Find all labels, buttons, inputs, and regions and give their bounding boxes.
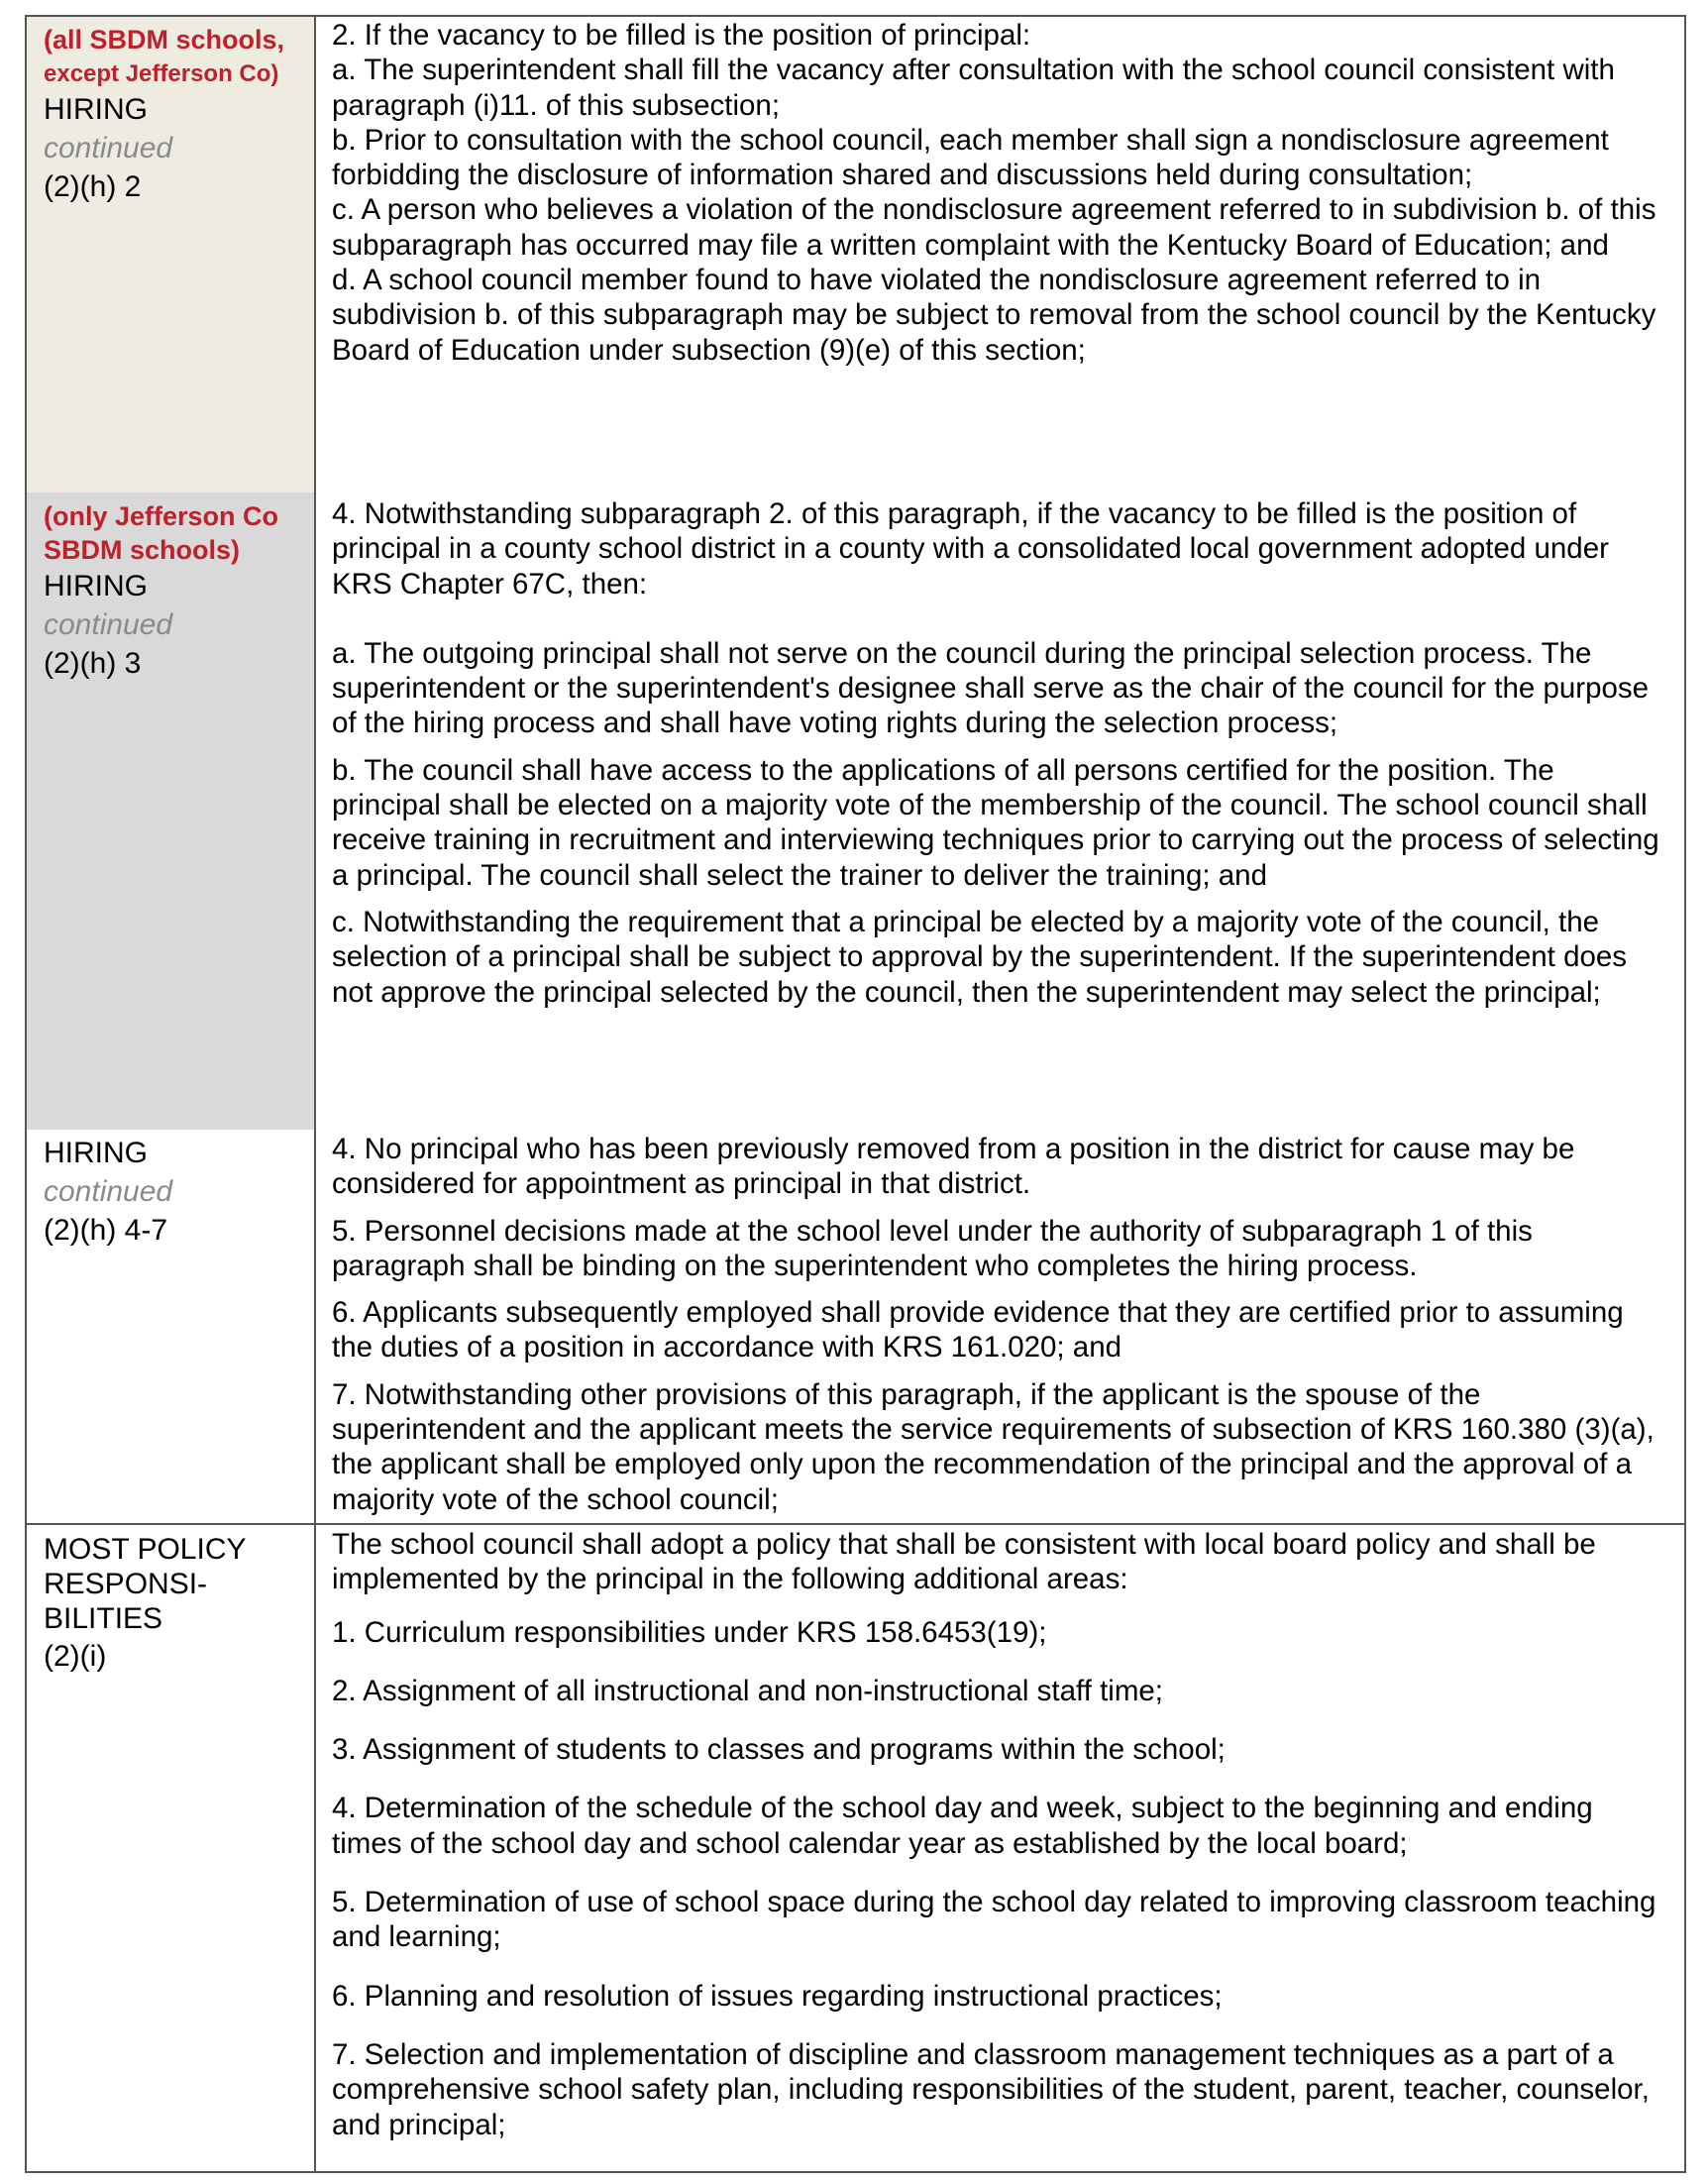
- row-content-cell: [316, 1130, 1684, 1523]
- continued-label: continued: [44, 1175, 173, 1208]
- qualifier-text: (all SBDM schools,: [44, 25, 285, 55]
- row-content-cell: [316, 17, 1684, 492]
- qualifier-text: except Jefferson Co): [44, 60, 279, 87]
- section-reference: (2)(h) 4-7: [44, 1214, 168, 1247]
- qualifier-text: SBDM schools): [44, 535, 241, 565]
- section-label: HIRING: [44, 93, 148, 126]
- continued-label: continued: [44, 132, 173, 164]
- paragraph: b. Prior to consultation with the school council, each member shall sign a nondisclosure agreement forbidding the disclosure of information shared and discussions held during consultation;: [332, 123, 1609, 192]
- section-reference: (2)(h) 2: [44, 170, 142, 203]
- paragraph: 2. If the vacancy to be filled is the position of principal:: [332, 19, 1031, 52]
- paragraph: a. The outgoing principal shall not serve on the council during the principal selection process. The superintendent or the superintendent's designee shall serve as the chair of the council for the purpose of the hiring process and shall have voting rights during the selection process;: [332, 636, 1650, 740]
- paragraph: a. The superintendent shall fill the vacancy after consultation with the school council consistent with paragraph (i)11. of this subsection;: [332, 54, 1615, 122]
- row-label-cell: [27, 17, 316, 492]
- policy-table: [25, 15, 1686, 2173]
- paragraph: 6. Applicants subsequently employed shall provide evidence that they are certified prior to assuming the duties of a position in accordance with KRS 161.020; and: [332, 1296, 1624, 1364]
- paragraph: 4. Notwithstanding subparagraph 2. of this paragraph, if the vacancy to be filled is the position of principal in a county school district in a county with a consolidated local government adopted under KRS Chapter 67C, then:: [332, 497, 1609, 600]
- paragraph: c. A person who believes a violation of the nondisclosure agreement referred to in subdivision b. of this subparagraph has occurred may file a written complaint with the Kentucky Board of Education; and: [332, 193, 1656, 262]
- section-label: MOST POLICY: [44, 1533, 247, 1566]
- paragraph: 4. Determination of the schedule of the school day and week, subject to the beginning and ending times of the school day and school calendar year as established by the local board;: [332, 1792, 1593, 1860]
- paragraph: 3. Assignment of students to classes and programs within the school;: [332, 1733, 1226, 1767]
- paragraph: 1. Curriculum responsibilities under KRS 158.6453(19);: [332, 1615, 1047, 1649]
- paragraph: 2. Assignment of all instructional and non-instructional staff time;: [332, 1674, 1164, 1707]
- paragraph: 7. Notwithstanding other provisions of this paragraph, if the applicant is the spouse of the superintendent and the applicant meets the service requirements of subsection of KRS 160.380 (3)(a), the applicant shall be employed only upon the recommendation of the principal and the approval of a majority vote of the school council;: [332, 1377, 1655, 1516]
- row-label-cell: [27, 1130, 316, 1523]
- paragraph: 6. Planning and resolution of issues regarding instructional practices;: [332, 1979, 1223, 2013]
- row-hiring-h2: [27, 17, 1684, 492]
- section-reference: (2)(h) 3: [44, 647, 142, 680]
- paragraph: 5. Determination of use of school space during the school day related to improving classroom teaching and learning;: [332, 1886, 1656, 1954]
- paragraph: The school council shall adopt a policy that shall be consistent with local board policy and shall be implemented by the principal in the following additional areas:: [332, 1528, 1596, 1596]
- paragraph: d. A school council member found to have violated the nondisclosure agreement referred to in subdivision b. of this subparagraph may be subject to removal from the school council by the Kentucky Board of Education under subsection (9)(e) of this section;: [332, 264, 1656, 367]
- section-label: HIRING: [44, 570, 148, 602]
- row-label-cell: [27, 1525, 316, 2171]
- paragraph: 7. Selection and implementation of discipline and classroom management techniques as a part of a comprehensive school safety plan, including responsibilities of the student, parent, teacher, counselor, and principal;: [332, 2037, 1650, 2141]
- qualifier-text: (only Jefferson Co: [44, 501, 279, 531]
- row-most-policy-responsibilities: [27, 1523, 1684, 2171]
- paragraph: c. Notwithstanding the requirement that a principal be elected by a majority vote of the council, the selection of a principal shall be subject to approval by the superintendent. If the superintendent does not approve the principal selected by the council, then the superintendent may select the principal;: [332, 905, 1628, 1009]
- row-content-cell: [316, 492, 1684, 1130]
- row-hiring-h3: [27, 492, 1684, 1130]
- section-reference: (2)(i): [44, 1640, 107, 1673]
- row-hiring-h4-7: [27, 1130, 1684, 1523]
- section-label: RESPONSI-: [44, 1568, 208, 1600]
- paragraph: 4. No principal who has been previously removed from a position in the district for cause may be considered for appointment as principal in that district.: [332, 1133, 1575, 1201]
- row-content-cell: [316, 1525, 1684, 2171]
- section-label: BILITIES: [44, 1602, 163, 1635]
- section-label: HIRING: [44, 1137, 148, 1169]
- continued-label: continued: [44, 608, 173, 641]
- paragraph: 5. Personnel decisions made at the school level under the authority of subparagraph 1 of this paragraph shall be binding on the superintendent who completes the hiring process.: [332, 1214, 1533, 1282]
- row-label-cell: [27, 492, 316, 1130]
- paragraph: b. The council shall have access to the applications of all persons certified for the position. The principal shall be elected on a majority vote of the membership of the council. The school council shall receive training in recruitment and interviewing techniques prior to carrying out the process of selecting a principal. The council shall select the trainer to deliver the training; and: [332, 753, 1659, 892]
